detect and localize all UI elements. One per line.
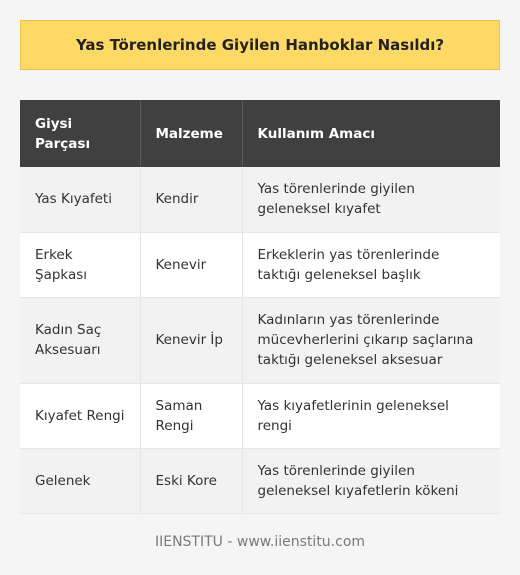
table-header-row [20,100,500,167]
table-cell: Kenevir [140,232,242,297]
column-header-giysi-parcasi: Giysi Parçası [20,100,140,167]
data-table [20,100,500,514]
footer-credit: IIENSTITU - www.iienstitu.com [154,534,366,550]
table-cell: Gelenek [20,448,140,513]
table-cell: Erkek Şapkası [20,232,140,297]
table-row [20,232,500,297]
column-header-malzeme: Malzeme [140,100,242,167]
table-cell: Eski Kore [140,448,242,513]
table-cell: Kadın Saç Aksesuarı [20,297,140,383]
table-cell: Kendir [140,167,242,232]
table-row [20,297,500,383]
table-cell: Yas kıyafetlerinin geleneksel rengi [242,383,500,448]
table-cell: Kenevir İp [140,297,242,383]
table-cell: Yas Kıyafeti [20,167,140,232]
table-cell: Yas törenlerinde giyilen geleneksel kıyafet [242,167,500,232]
table-row [20,448,500,513]
title-banner [20,20,500,70]
page-title: Yas Törenlerinde Giyilen Hanboklar Nasıldı? [75,36,445,54]
table-row [20,383,500,448]
table-row [20,167,500,232]
table-cell: Yas törenlerinde giyilen geleneksel kıyafetlerin kökeni [242,448,500,513]
table-cell: Saman Rengi [140,383,242,448]
table-cell: Kadınların yas törenlerinde mücevherlerini çıkarıp saçlarına taktığı geleneksel aksesuar [242,297,500,383]
column-header-kullanim-amaci: Kullanım Amacı [242,100,500,167]
table-cell: Erkeklerin yas törenlerinde taktığı geleneksel başlık [242,232,500,297]
table-cell: Kıyafet Rengi [20,383,140,448]
